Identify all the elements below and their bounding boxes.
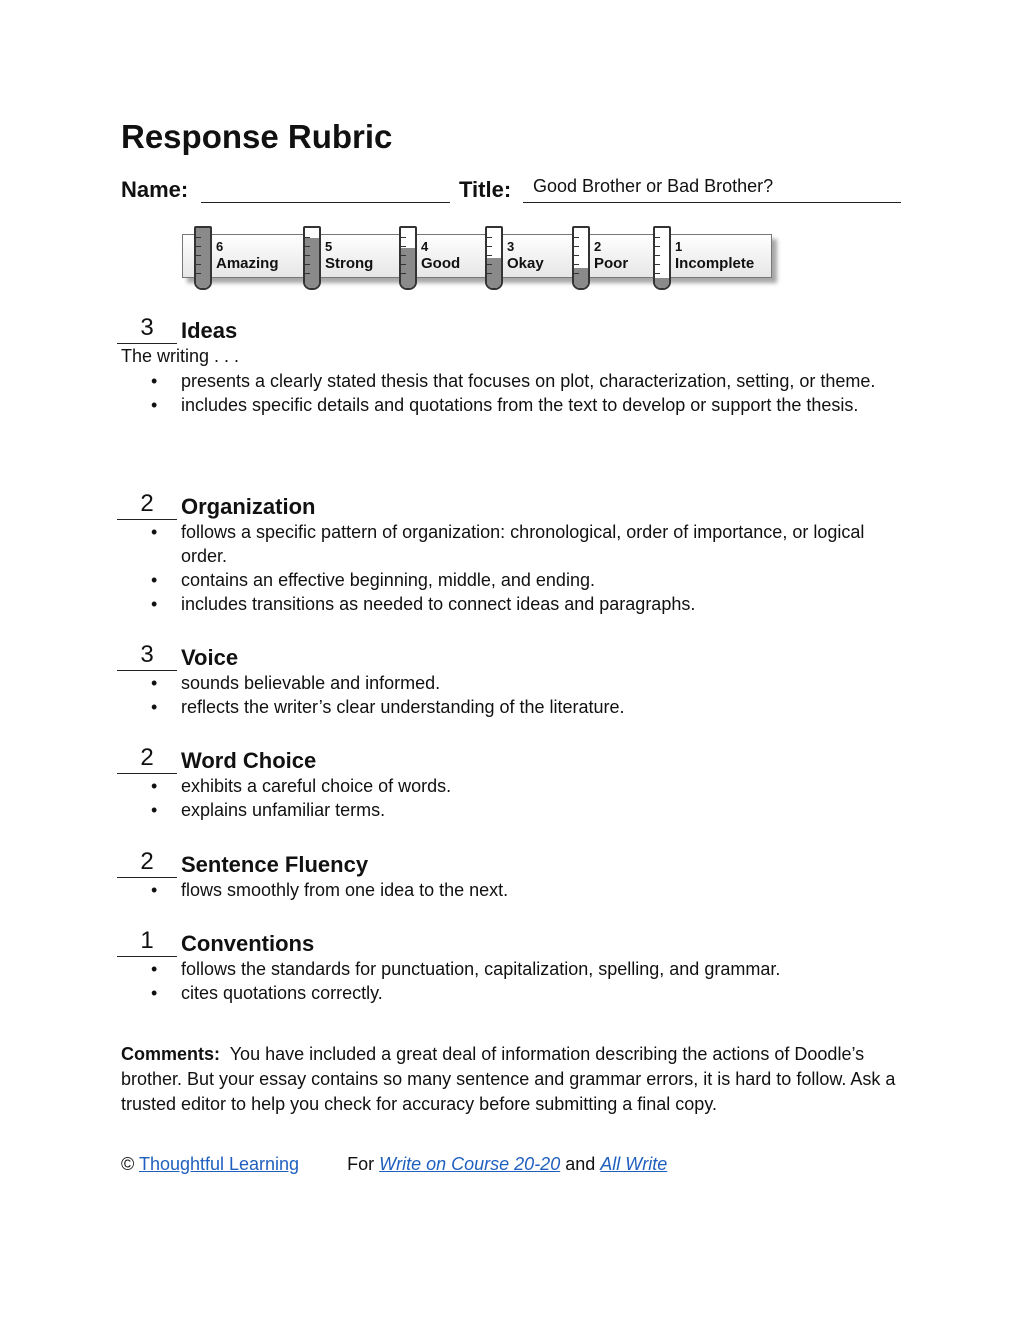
scale-tube-1 xyxy=(653,226,671,290)
score-field[interactable] xyxy=(117,926,177,957)
section-title: Voice xyxy=(181,645,239,670)
criterion-item: • follows a specific pattern of organization: chronological, order of importance, or logical order. xyxy=(117,520,901,568)
scale-tube-fill xyxy=(655,278,669,288)
score-value: 2 xyxy=(140,744,154,771)
footer xyxy=(121,1154,667,1175)
footer-for-text: For xyxy=(347,1154,375,1174)
section-title: Sentence Fluency xyxy=(181,852,369,877)
scale-label: Okay xyxy=(507,255,544,272)
scale-tube-5 xyxy=(303,226,321,290)
section-title: Ideas xyxy=(181,318,238,343)
criteria-list xyxy=(117,878,901,902)
scale-tube-4 xyxy=(399,226,417,290)
scale-tube-fill xyxy=(574,268,588,288)
scale-tube-fill xyxy=(401,248,415,288)
thoughtful-learning-link[interactable]: Thoughtful Learning xyxy=(138,1154,300,1174)
score-value: 2 xyxy=(140,490,154,517)
copyright-symbol: © xyxy=(121,1154,135,1174)
scale-label: Incomplete xyxy=(675,255,755,272)
scale-number: 2 xyxy=(594,239,602,254)
score-field[interactable] xyxy=(117,313,177,344)
score-field[interactable] xyxy=(117,847,177,878)
name-label: Name: xyxy=(121,177,189,202)
criteria-list xyxy=(117,520,901,616)
criterion-item: • flows smoothly from one idea to the next. xyxy=(117,878,901,902)
name-field[interactable] xyxy=(201,178,450,203)
criterion-item: • includes transitions as needed to connect ideas and paragraphs. xyxy=(117,592,901,616)
score-field[interactable] xyxy=(117,489,177,520)
scale-number: 6 xyxy=(216,239,224,254)
criteria-list xyxy=(117,369,901,417)
section-title: Conventions xyxy=(181,931,315,956)
footer-and-text: and xyxy=(565,1154,596,1174)
score-value: 3 xyxy=(140,641,154,668)
score-value: 2 xyxy=(140,848,154,875)
section-title: Word Choice xyxy=(181,748,317,773)
scale-label: Strong xyxy=(325,255,374,272)
criterion-item: • explains unfamiliar terms. xyxy=(117,798,901,822)
criterion-item: • sounds believable and informed. xyxy=(117,671,901,695)
page-title: Response Rubric xyxy=(121,118,393,155)
scale-tube-6 xyxy=(194,226,212,290)
criterion-item: • presents a clearly stated thesis that focuses on plot, characterization, setting, or theme. xyxy=(117,369,901,393)
title-field[interactable] xyxy=(523,176,901,203)
score-field[interactable] xyxy=(117,743,177,774)
criterion-item: • follows the standards for punctuation, capitalization, spelling, and grammar. xyxy=(117,957,901,981)
all-write-link[interactable]: All Write xyxy=(600,1154,668,1174)
scale-number: 3 xyxy=(507,239,515,254)
section-intro: The writing . . . xyxy=(121,346,240,366)
scale-label: Good xyxy=(421,255,461,272)
scale-label: Amazing xyxy=(216,255,279,272)
criteria-list xyxy=(117,957,901,1005)
title-label: Title: xyxy=(459,177,512,202)
write-on-course-link[interactable]: Write on Course 20-20 xyxy=(379,1154,561,1174)
criteria-list xyxy=(117,671,901,719)
score-value: 3 xyxy=(140,314,154,341)
comments-text: You have included a great deal of information describing the actions of Doodle’s brother. But your essay contains so many sentence and grammar errors, it is hard to follow. Ask a trusted editor to help you check for accuracy before submitting a final copy. xyxy=(121,1044,896,1114)
scale-number: 4 xyxy=(421,239,429,254)
scale-number: 5 xyxy=(325,239,333,254)
title-value: Good Brother or Bad Brother? xyxy=(533,176,774,196)
comments xyxy=(121,1042,901,1117)
scale-tube-2 xyxy=(572,226,590,290)
criterion-item: • includes specific details and quotations from the text to develop or support the thesis. xyxy=(117,393,901,417)
score-field[interactable] xyxy=(117,640,177,671)
criterion-item: • cites quotations correctly. xyxy=(117,981,901,1005)
scale-tube-3 xyxy=(485,226,503,290)
criterion-item: • contains an effective beginning, middle, and ending. xyxy=(117,568,901,592)
criteria-list xyxy=(117,774,901,822)
section-title: Organization xyxy=(181,494,316,519)
criterion-item: • exhibits a careful choice of words. xyxy=(117,774,901,798)
criterion-item: • reflects the writer’s clear understanding of the literature. xyxy=(117,695,901,719)
scale-number: 1 xyxy=(675,239,683,254)
rating-scale xyxy=(182,226,782,292)
score-value: 1 xyxy=(140,927,154,954)
scale-label: Poor xyxy=(594,255,629,272)
comments-label: Comments: xyxy=(121,1044,221,1064)
